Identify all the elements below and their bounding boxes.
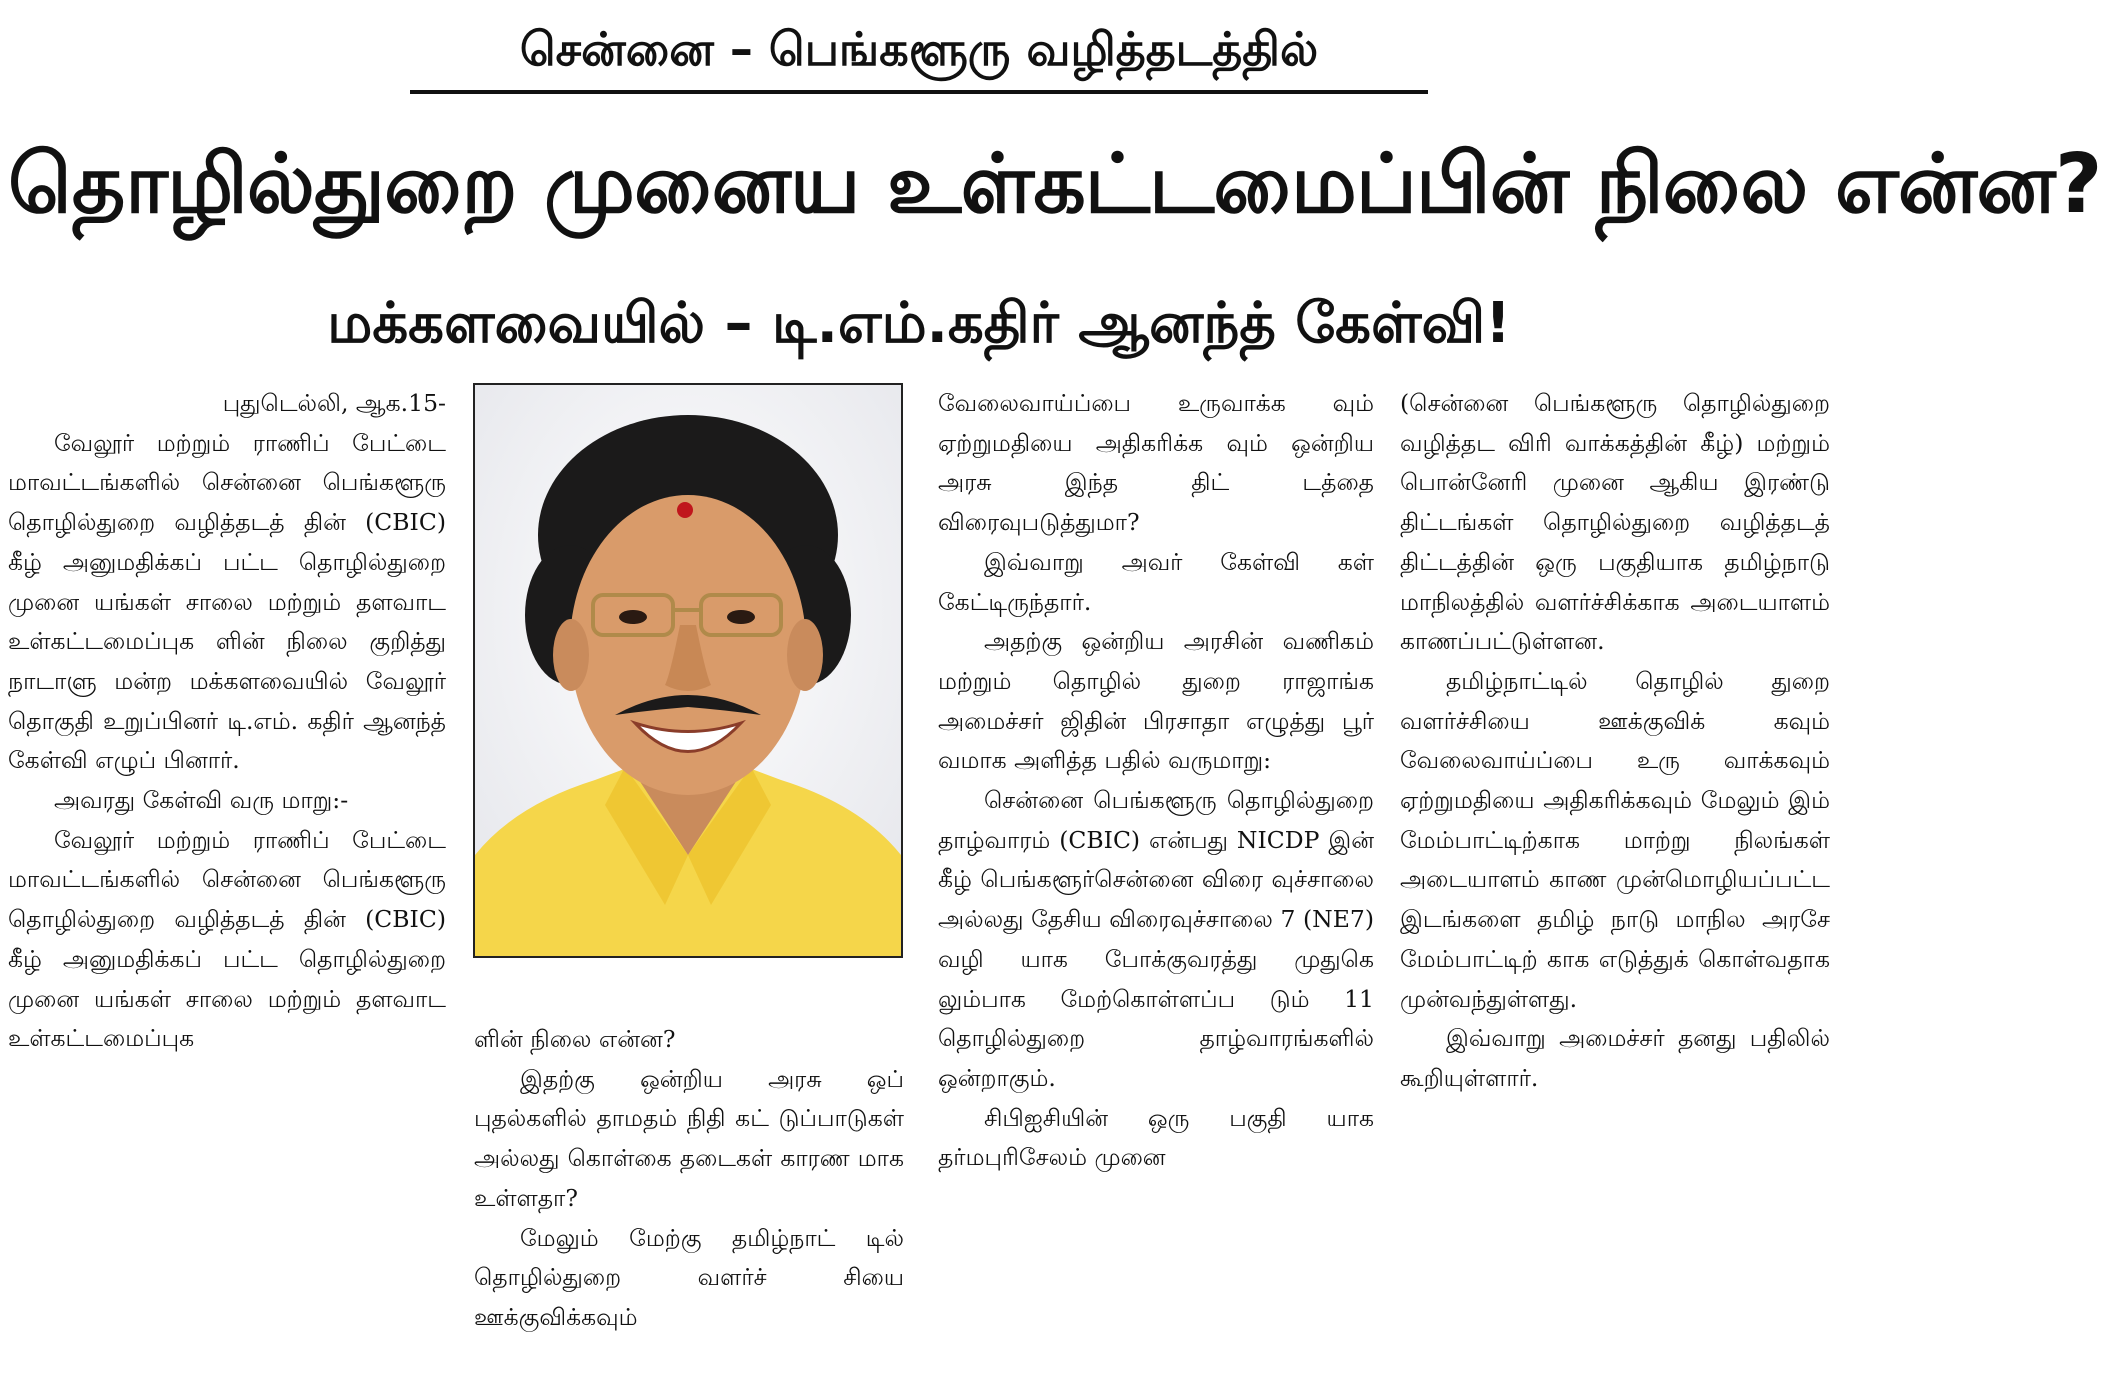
paragraph: சென்னை பெங்களூரு தொழில்துறை தாழ்வாரம் (CBIC) என்பது NICDP இன் கீழ் பெங்களூர்சென்னை விரை வுச்சாலை அல்லது தேசிய விரைவுச்சாலை 7 (NE7) வழி யாக போக்குவரத்து முதுகெ லும்பாக மேற்கொள்ளப்ப டும் 11 தொழில்துறை தாழ்வாரங்களில் ஒன்றாகும். — [938, 786, 1374, 1092]
paragraph: அவரது கேள்வி வரு மாறு:- — [54, 786, 349, 815]
paragraph: மேலும் மேற்கு தமிழ்நாட் டில் தொழில்துறை வளர்ச் சியை ஊக்குவிக்கவும் — [474, 1223, 904, 1331]
dateline: புதுடெல்லி, ஆக.15- — [222, 389, 446, 417]
paragraph: வேலூர் மற்றும் ராணிப் பேட்டை மாவட்டங்களில் சென்னை பெங்களூரு தொழில்துறை வழித்தடத் தின் (CBIC) கீழ் அனுமதிக்கப் பட்ட தொழில்துறை முனை யங்கள் சாலை மற்றும் தளவாட உள்கட்டமைப்புக ளின் நிலை குறித்து நாடாளு மன்ற மக்களவையில் வேலூர் தொகுதி உறுப்பினர் டி.எம். கதிர் ஆனந்த் கேள்வி எழுப் பினார். — [8, 428, 446, 775]
paragraph: இவ்வாறு அமைச்சர் தனது பதிலில் கூறியுள்ளார். — [1400, 1024, 1830, 1092]
kicker-headline: சென்னை – பெங்களூரு வழித்தடத்தில் — [410, 8, 1428, 94]
paragraph: அதற்கு ஒன்றிய அரசின் வணிகம் மற்றும் தொழில் துறை ராஜாங்க அமைச்சர் ஜிதின் பிரசாதா எழுத்து பூர் வமாக அளித்த பதில் வருமாறு: — [938, 627, 1374, 775]
article-column-3 — [938, 384, 1374, 1394]
paragraph: வேலைவாய்ப்பை உருவாக்க வும் ஏற்றுமதியை அதிகரிக்க வும் ஒன்றிய அரசு இந்த திட் டத்தை விரைவுபடுத்துமா? — [938, 389, 1374, 537]
main-headline: தொழில்துறை முனைய உள்கட்டமைப்பின் நிலை என்ன? — [8, 137, 2101, 232]
paragraph: (சென்னை பெங்களூரு தொழில்துறை வழித்தட விரி வாக்கத்தின் கீழ்) மற்றும் பொன்னேரி முனை ஆகிய இரண்டு திட்டங்கள் தொழில்துறை வழித்தடத் திட்டத்தின் ஒரு பகுதியாக தமிழ்நாடு மாநிலத்தில் வளர்ச்சிக்காக அடையாளம் காணப்பட்டுள்ளன. — [1400, 389, 1830, 656]
paragraph: தமிழ்நாட்டில் தொழில் துறை வளர்ச்சியை ஊக்குவிக் கவும் வேலைவாய்ப்பை உரு வாக்கவும் ஏற்றுமதியை அதிகரிக்கவும் மேலும் இம் மேம்பாட்டிற்காக மாற்று நிலங்கள் அடையாளம் காண முன்மொழியப்பட்ட இடங்களை தமிழ் நாடு மாநில அரசே மேம்பாட்டிற் காக எடுத்துக் கொள்வதாக முன்வந்துள்ளது. — [1400, 666, 1830, 1013]
article-column-1 — [8, 384, 446, 1394]
paragraph: வேலூர் மற்றும் ராணிப் பேட்டை மாவட்டங்களில் சென்னை பெங்களூரு தொழில்துறை வழித்தடத் தின் (CBIC) கீழ் அனுமதிக்கப் பட்ட தொழில்துறை முனை யங்கள் சாலை மற்றும் தளவாட உள்கட்டமைப்புக — [8, 825, 446, 1053]
paragraph: ளின் நிலை என்ன? — [474, 1025, 676, 1053]
portrait-photo — [473, 383, 903, 958]
paragraph: இதற்கு ஒன்றிய அரசு ஒப் புதல்களில் தாமதம் நிதி கட் டுப்பாடுகள் அல்லது கொள்கை தடைகள் காரண மாக உள்ளதா? — [474, 1064, 904, 1212]
article-column-2 — [474, 1020, 904, 1394]
paragraph: சிபிஐசியின் ஒரு பகுதி யாக தர்மபுரிசேலம் முனை — [938, 1103, 1374, 1172]
article-column-4 — [1400, 384, 1830, 1394]
paragraph: இவ்வாறு அவர் கேள்வி கள் கேட்டிருந்தார். — [938, 547, 1374, 616]
sub-headline: மக்களவையில் – டி.எம்.கதிர் ஆனந்த் கேள்வி! — [327, 291, 1511, 356]
